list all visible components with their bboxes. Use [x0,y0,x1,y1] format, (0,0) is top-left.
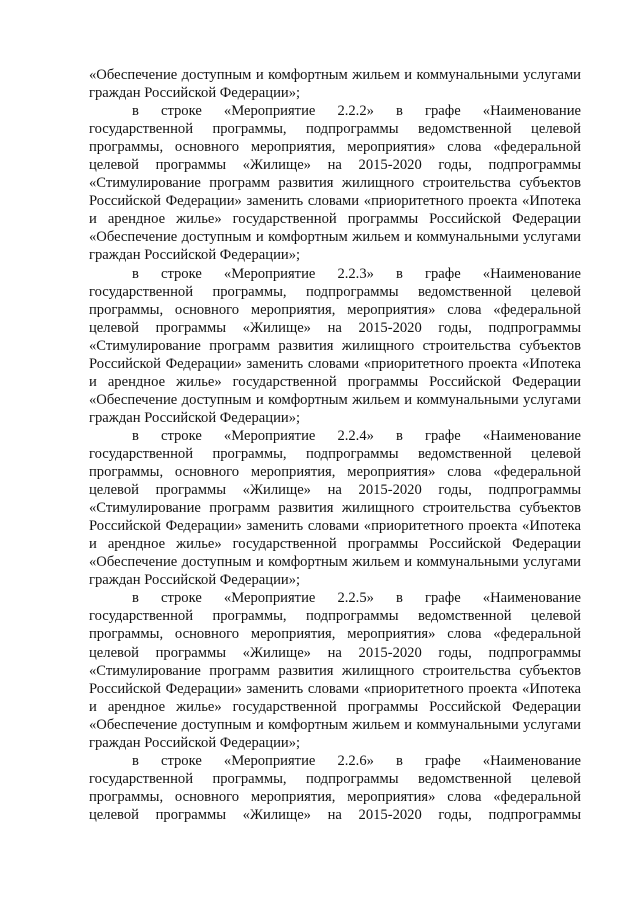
text-line: «Обеспечение доступным и комфортным жильем и коммунальными услугами [89,391,581,408]
text-line: Российской Федерации» заменить словами «приоритетного проекта «Ипотека [89,680,581,697]
text-line: целевой программы «Жилище» на 2015-2020 годы, подпрограммы [89,482,581,499]
text-line: целевой программы «Жилище» на 2015-2020 годы, подпрограммы [89,157,581,174]
text-line: государственной программы, подпрограммы ведомственной целевой [89,283,581,300]
text-line: в строке «Мероприятие 2.2.5» в графе «Наименование [132,590,581,607]
text-line: программы, основного мероприятия, мероприятия» слова «федеральной [89,464,581,481]
text-line: в строке «Мероприятие 2.2.4» в графе «Наименование [132,427,581,444]
text-line: и арендное жилье» государственной программы Российской Федерации [89,698,581,715]
text-line: государственной программы, подпрограммы ведомственной целевой [89,770,581,787]
text-line: граждан Российской Федерации»; [89,409,301,426]
text-line: граждан Российской Федерации»; [89,734,301,751]
document-page [89,66,581,824]
text-line: «Обеспечение доступным и комфортным жильем и коммунальными услугами [89,716,581,733]
text-line: «Стимулирование программ развития жилищного строительства субъектов [89,500,581,517]
text-line: программы, основного мероприятия, мероприятия» слова «федеральной [89,626,581,643]
text-line: «Обеспечение доступным и комфортным жильем и коммунальными услугами [89,67,581,83]
text-line: целевой программы «Жилище» на 2015-2020 годы, подпрограммы [89,319,581,336]
text-line: граждан Российской Федерации»; [89,85,301,102]
text-line: «Обеспечение доступным и комфортным жильем и коммунальными услугами [89,554,581,571]
text-line: Российской Федерации» заменить словами «приоритетного проекта «Ипотека [89,193,581,210]
text-line: государственной программы, подпрограммы ведомственной целевой [89,445,581,462]
text-line: государственной программы, подпрограммы ведомственной целевой [89,608,581,625]
text-line: целевой программы «Жилище» на 2015-2020 годы, подпрограммы [89,806,581,823]
text-line: «Стимулирование программ развития жилищного строительства субъектов [89,337,581,354]
text-line: программы, основного мероприятия, мероприятия» слова «федеральной [89,139,581,156]
text-line: граждан Российской Федерации»; [89,572,301,589]
text-line: «Обеспечение доступным и комфортным жильем и коммунальными услугами [89,229,581,246]
text-line: целевой программы «Жилище» на 2015-2020 годы, подпрограммы [89,644,581,661]
text-line: в строке «Мероприятие 2.2.3» в графе «Наименование [132,265,581,282]
text-line: «Стимулирование программ развития жилищного строительства субъектов [89,662,581,679]
text-line: программы, основного мероприятия, мероприятия» слова «федеральной [89,301,581,318]
text-line: программы, основного мероприятия, мероприятия» слова «федеральной [89,788,581,805]
text-line: в строке «Мероприятие 2.2.2» в графе «Наименование [132,103,581,120]
text-line: граждан Российской Федерации»; [89,247,301,264]
text-line: и арендное жилье» государственной программы Российской Федерации [89,373,581,390]
text-line: в строке «Мероприятие 2.2.6» в графе «Наименование [132,752,581,769]
text-line: Российской Федерации» заменить словами «приоритетного проекта «Ипотека [89,518,581,535]
text-line: и арендное жилье» государственной программы Российской Федерации [89,211,581,228]
text-line: и арендное жилье» государственной программы Российской Федерации [89,536,581,553]
text-line: государственной программы, подпрограммы ведомственной целевой [89,121,581,138]
text-line: «Стимулирование программ развития жилищного строительства субъектов [89,175,581,192]
text-line: Российской Федерации» заменить словами «приоритетного проекта «Ипотека [89,355,581,372]
